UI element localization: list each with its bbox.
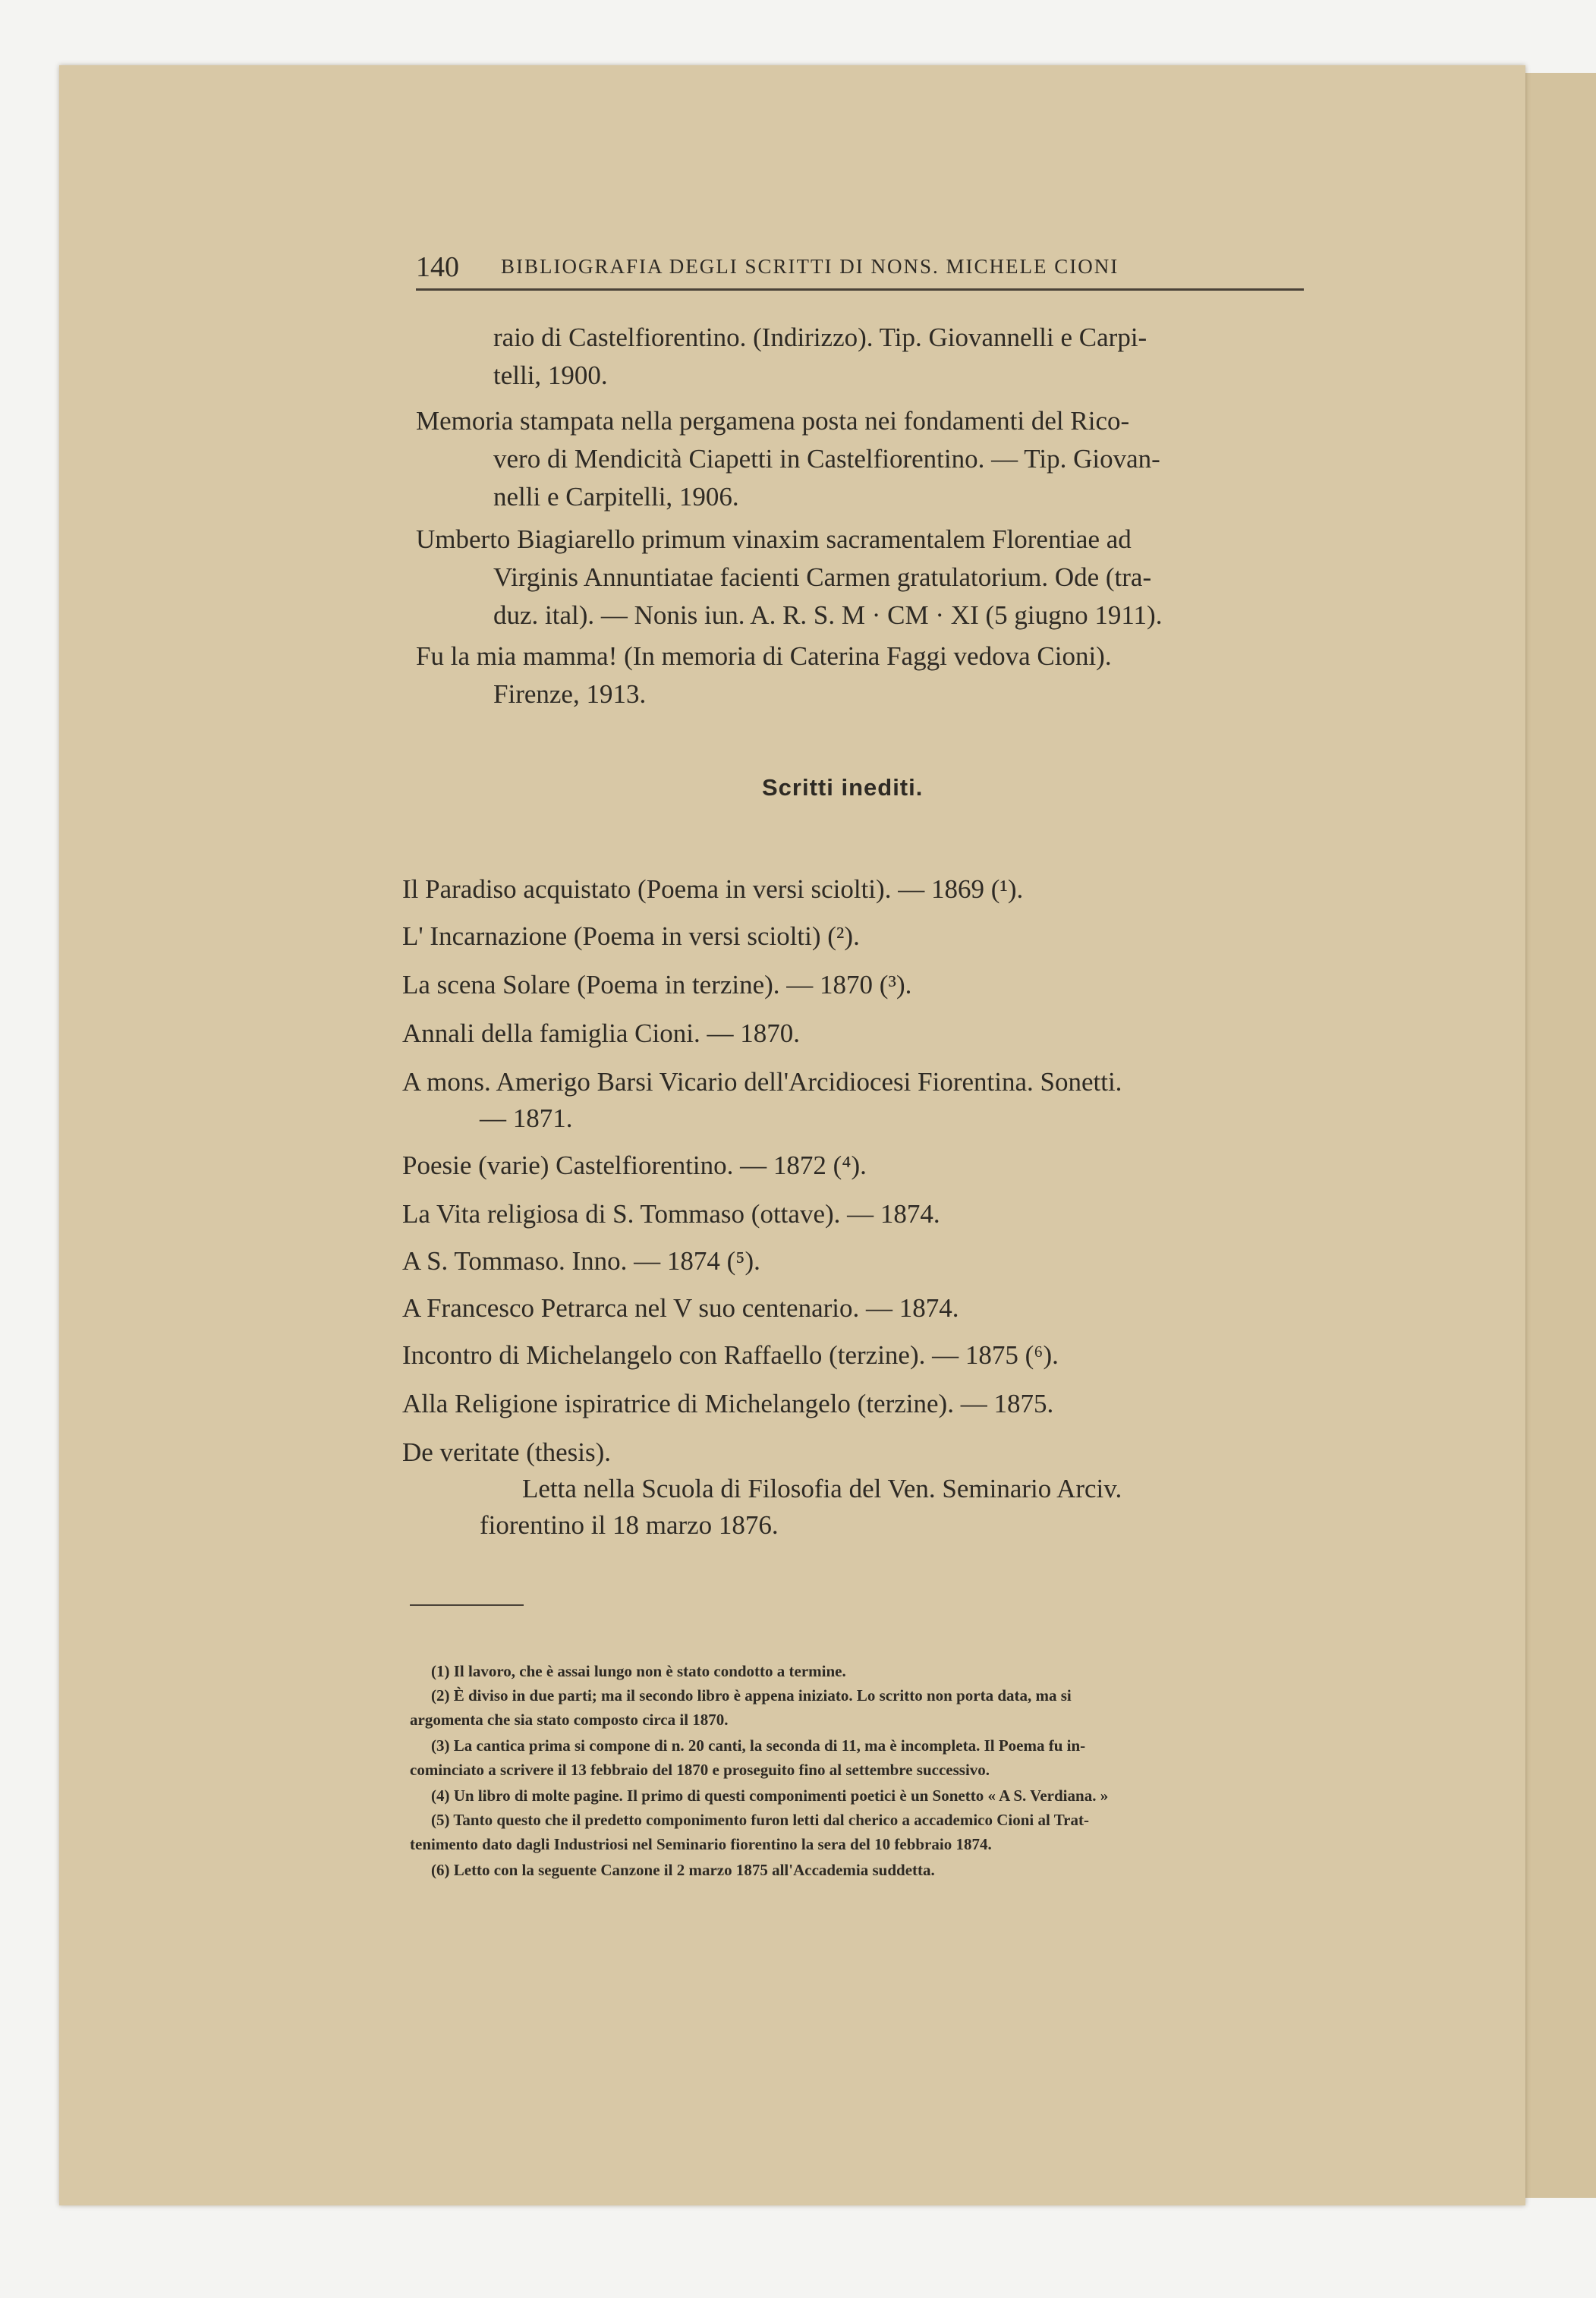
footnote-line: (3) La cantica prima si compone di n. 20 canti, la seconda di 11, ma è incompleta. Il Poema fu in- [431,1736,1086,1755]
entry-line: Firenze, 1913. [493,679,647,709]
entry-line: Letta nella Scuola di Filosofia del Ven. Seminario Arciv. [522,1474,1122,1503]
unpublished-item-1: Il Paradiso acquistato (Poema in versi sciolti). — 1869 (¹). [402,874,1024,904]
footnote-6 [410,1858,1289,1882]
entry-line: telli, 1900. [493,360,608,390]
unpublished-item-5 [402,1064,1321,1137]
unpublished-item-3: La scena Solare (Poema in terzine). — 1870 (³). [402,970,912,999]
footnote-4 [410,1783,1289,1808]
running-title: BIBLIOGRAFIA DEGLI SCRITTI DI NONS. MICHELE CIONI [501,255,1119,278]
unpublished-item-11: Alla Religione ispiratrice di Michelangelo (terzine). — 1875. [402,1389,1054,1418]
footnote-line: tenimento dato dagli Industriosi nel Seminario fiorentino la sera del 10 febbraio 1874. [410,1835,992,1853]
entry-line: Umberto Biagiarello primum vinaxim sacramentalem Florentiae ad [416,524,1132,554]
entry-line: — 1871. [480,1103,573,1133]
entry-line: Virginis Annuntiatae facienti Carmen gratulatorium. Ode (tra- [493,562,1152,592]
published-entry-3 [416,521,1381,634]
unpublished-item-9: A Francesco Petrarca nel V suo centenario. — 1874. [402,1293,959,1323]
entry-line: vero di Mendicità Ciapetti in Castelfiorentino. — Tip. Giovan- [493,444,1160,474]
entry-line: raio di Castelfiorentino. (Indirizzo). Tip. Giovannelli e Carpi- [493,323,1147,352]
footnote-line: (2) È diviso in due parti; ma il secondo libro è appena iniziato. Lo scritto non porta data, ma si [431,1686,1072,1705]
unpublished-item-8: A S. Tommaso. Inno. — 1874 (⁵). [402,1246,760,1276]
entry-line: Memoria stampata nella pergamena posta nei fondamenti del Rico- [416,406,1130,436]
entry-line: fiorentino il 18 marzo 1876. [480,1510,779,1540]
footnote-2 [410,1683,1289,1732]
footnote-3 [410,1733,1289,1782]
page-number: 140 [416,251,459,283]
entry-line: nelli e Carpitelli, 1906. [493,482,739,512]
footnote-line: (5) Tanto questo che il predetto componimento furon letti dal cherico a accademico Cioni al Trat- [431,1811,1089,1829]
unpublished-item-2: L' Incarnazione (Poema in versi sciolti) (²). [402,921,860,951]
entry-line: A mons. Amerigo Barsi Vicario dell'Arcidiocesi Fiorentina. Sonetti. [402,1067,1122,1097]
published-entry-2 [416,402,1381,516]
published-entry-4 [416,637,1381,713]
section-title: Scritti inediti. [762,774,924,801]
unpublished-item-6: Poesie (varie) Castelfiorentino. — 1872 (⁴). [402,1151,867,1180]
unpublished-item-4: Annali della famiglia Cioni. — 1870. [402,1018,800,1048]
published-entry-1 [416,319,1381,395]
footnote-line: (1) Il lavoro, che è assai lungo non è stato condotto a termine. [431,1662,846,1680]
unpublished-item-7: La Vita religiosa di S. Tommaso (ottave). — 1874. [402,1199,940,1229]
footnote-line: argomenta che sia stato composto circa il 1870. [410,1711,729,1729]
footnote-rule [410,1604,524,1606]
page-header [416,250,1304,291]
entry-line: De veritate (thesis). [402,1437,612,1467]
unpublished-item-10: Incontro di Michelangelo con Raffaello (terzine). — 1875 (⁶). [402,1340,1059,1370]
footnote-line: (4) Un libro di molte pagine. Il primo di questi componimenti poetici è un Sonetto « A S. Verdiana. » [431,1786,1109,1805]
unpublished-item-12 [402,1434,1321,1544]
entry-line: Fu la mia mamma! (In memoria di Caterina Faggi vedova Cioni). [416,641,1112,671]
footnote-line: cominciato a scrivere il 13 febbraio del 1870 e proseguito fino al settembre successivo. [410,1761,990,1779]
footnote-5 [410,1808,1289,1856]
entry-line: duz. ital). — Nonis iun. A. R. S. M · CM · XI (5 giugno 1911). [493,600,1163,630]
footnote-1 [410,1659,1289,1683]
footnote-line: (6) Letto con la seguente Canzone il 2 marzo 1875 all'Accademia suddetta. [431,1861,935,1879]
